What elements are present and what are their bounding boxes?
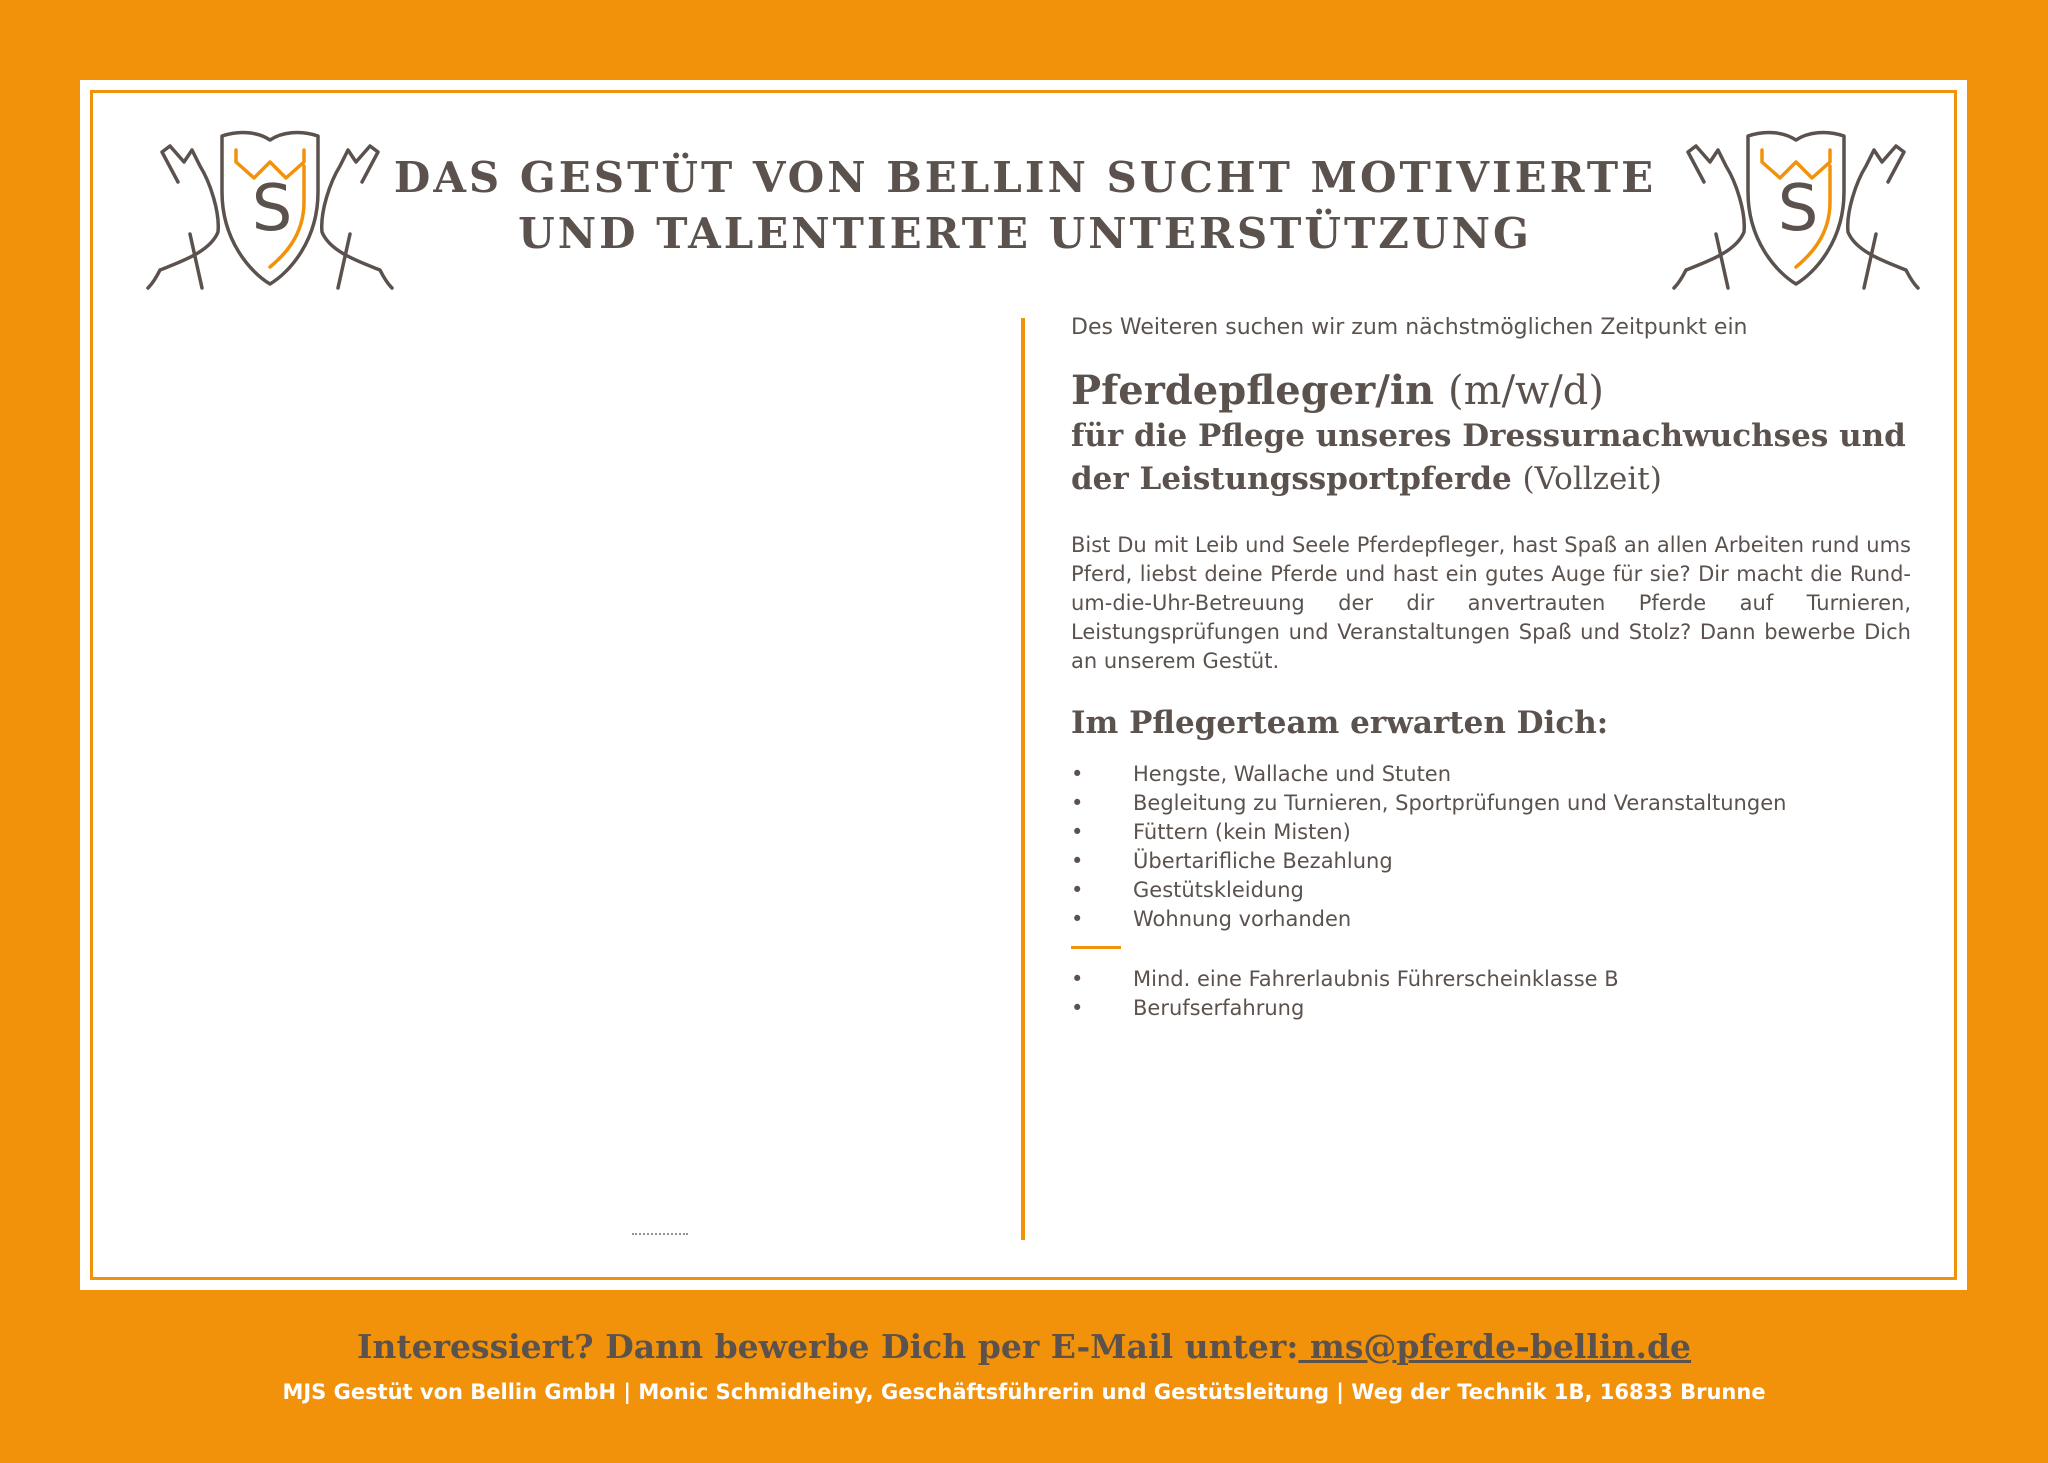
job-title-main: Pferdepfleger/in — [1071, 367, 1435, 414]
list-item: • Begleitung zu Turnieren, Sportprüfungen und Veranstaltungen — [1071, 789, 1911, 818]
photo-remnant — [632, 1233, 688, 1238]
logo-letter: S — [251, 172, 293, 246]
benefits-list — [1071, 760, 1911, 934]
job-content — [1071, 313, 1911, 1023]
benefits-heading: Im Pflegerteam erwarten Dich: — [1071, 705, 1609, 741]
list-item: • Übertarifliche Bezahlung — [1071, 847, 1911, 876]
call-to-action — [0, 1325, 2048, 1369]
requirements-list — [1071, 965, 1911, 1023]
list-item: • Füttern (kein Misten) — [1071, 818, 1911, 847]
job-title — [1071, 367, 1911, 415]
list-item: • Berufserfahrung — [1071, 994, 1911, 1023]
column-divider — [1021, 318, 1025, 1240]
photo-placeholder — [150, 318, 1000, 1240]
company-footer: MJS Gestüt von Bellin GmbH | Monic Schmidheiny, Geschäftsführerin und Gestütsleitung | Weg der Technik 1B, 16833 Brunne — [282, 1380, 1766, 1404]
list-item: • Hengste, Wallache und Stuten — [1071, 760, 1911, 789]
job-title-suffix: (m/w/d) — [1448, 368, 1604, 414]
job-subtitle-suffix: (Vollzeit) — [1522, 461, 1662, 497]
logo-letter: S — [1777, 172, 1819, 246]
poster-headline — [330, 150, 1720, 262]
list-item: • Gestütskleidung — [1071, 876, 1911, 905]
job-subtitle-line-2: der Leistungssportpferde — [1071, 461, 1512, 497]
headline-line-1: DAS GESTÜT VON BELLIN SUCHT MOTIVIERTE — [393, 153, 1657, 202]
job-subtitle-line-1: für die Pflege unseres Dressurnachwuchses und — [1071, 418, 1906, 454]
job-subtitle — [1071, 415, 1911, 501]
list-item: • Mind. eine Fahrerlaubnis Führerscheinklasse B — [1071, 965, 1911, 994]
cta-text: Interessiert? Dann bewerbe Dich per E-Mail unter: — [356, 1327, 1299, 1366]
headline-line-2: UND TALENTIERTE UNTERSTÜTZUNG — [518, 209, 1532, 258]
job-description: Bist Du mit Leib und Seele Pferdepfleger, hast Spaß an allen Arbeiten rund ums Pferd, liebst deine Pferde und hast ein gutes Auge für sie? Dir macht die Rund-um-die-Uhr-Betreuung der dir anvertrauten Pferde auf Turnieren, Leistungsprüfungen und Veranstaltungen Spaß und Stolz? Dann bewerbe Dich an unserem Gestüt. — [1071, 533, 1911, 673]
list-item: • Wohnung vorhanden — [1071, 905, 1911, 934]
intro-text: Des Weiteren suchen wir zum nächstmöglichen Zeitpunkt ein — [1071, 315, 1748, 340]
section-separator — [1071, 946, 1121, 949]
email-link[interactable]: ms@pferde-bellin.de — [1298, 1327, 1692, 1366]
